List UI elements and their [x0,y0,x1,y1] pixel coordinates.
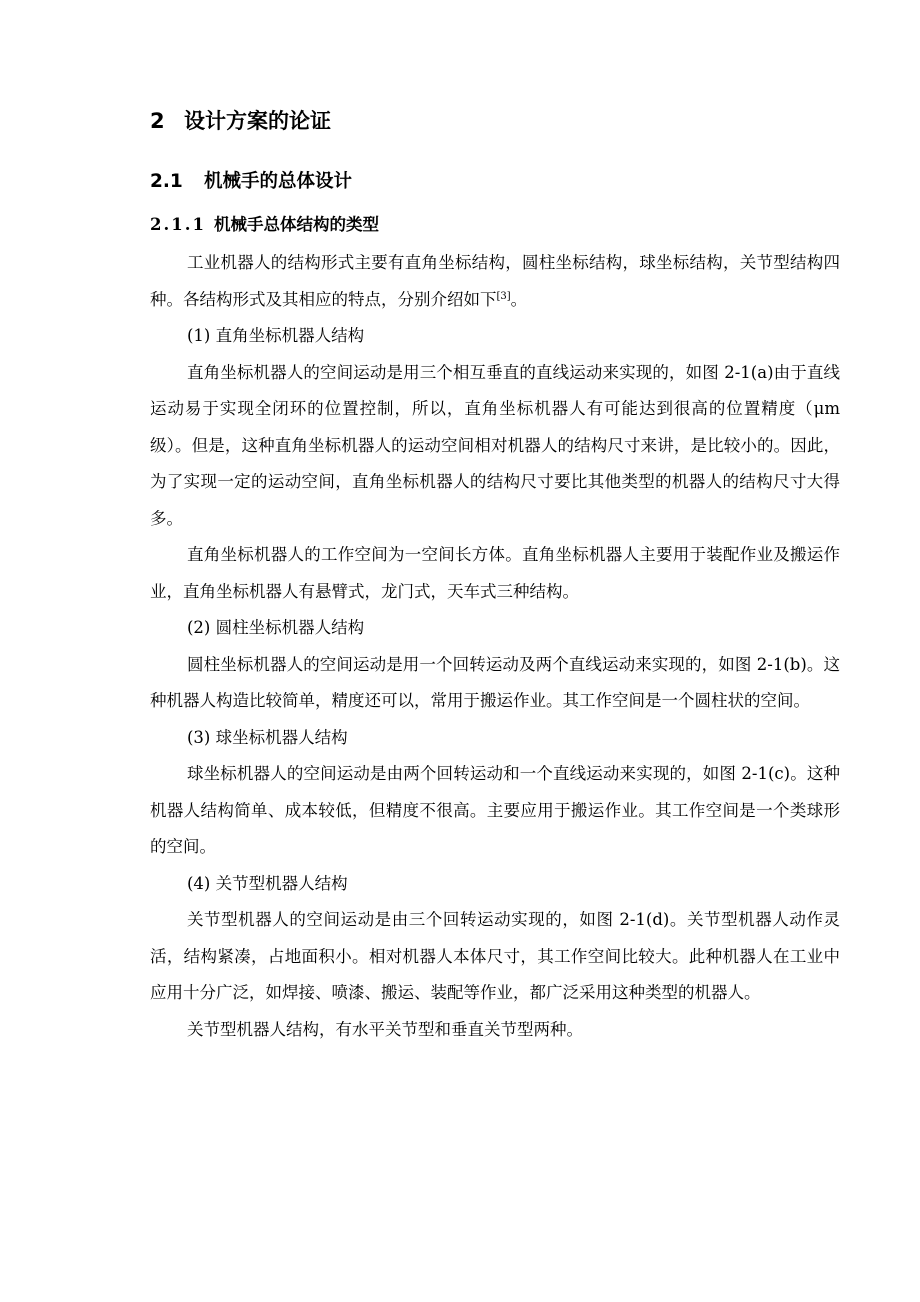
spherical-subtitle: (3) 球坐标机器人结构 [187,727,348,747]
section-title: 机械手的总体设计 [204,171,353,192]
subsection-title: 机械手总体结构的类型 [214,215,379,234]
subsection-number: 2.1.1 [150,215,206,234]
body-text [150,245,840,1048]
cartesian-paragraph-2: 直角坐标机器人的工作空间为一空间长方体。直角坐标机器人主要用于装配作业及搬运作业，直角坐标机器人有悬臂式，龙门式，天车式三种结构。 [150,545,840,601]
cylindrical-subtitle: (2) 圆柱坐标机器人结构 [187,618,365,637]
articulated-paragraph-1: 关节型机器人的空间运动是由三个回转运动实现的，如图 2-1(d)。关节型机器人动作灵活，结构紧凑，占地面积小。相对机器人本体尺寸，其工作空间比较大。此种机器人在工业中应用十分广泛，如焊接、喷漆、搬运、装配等作业，都广泛采用这种类型的机器人。 [150,910,840,1002]
cartesian-subtitle: (1) 直角坐标机器人结构 [187,326,365,345]
chapter-heading [150,104,331,138]
spherical-paragraph: 球坐标机器人的空间运动是由两个回转运动和一个直线运动来实现的，如图 2-1(c)。这种机器人结构简单、成本较低，但精度不很高。主要应用于搬运作业。其工作空间是一个类球形的空间。 [150,764,840,856]
intro-end: 。 [510,289,528,309]
cartesian-paragraph-1: 直角坐标机器人的空间运动是用三个相互垂直的直线运动来实现的，如图 2-1(a)由于直线运动易于实现全闭环的位置控制，所以，直角坐标机器人有可能达到很高的位置精度（μm级）。但是，这种直角坐标机器人的运动空间相对机器人的结构尺寸来讲，是比较小的。因此，为了实现一定的运动空间，直角坐标机器人的结构尺寸要比其他类型的机器人的结构尺寸大得多。 [150,362,840,528]
intro-paragraph [150,245,840,318]
chapter-title: 设计方案的论证 [184,109,331,133]
chapter-number: 2 [150,109,165,133]
section-number: 2.1 [150,171,183,192]
citation-ref: [3] [496,290,511,302]
articulated-subtitle: (4) 关节型机器人结构 [187,873,348,893]
articulated-paragraph-2: 关节型机器人结构，有水平关节型和垂直关节型两种。 [187,1019,583,1039]
subsection-heading [150,211,379,239]
intro-text: 工业机器人的结构形式主要有直角坐标结构，圆柱坐标结构，球坐标结构，关节型结构四种。各结构形式及其相应的特点，分别介绍如下 [150,253,840,309]
section-heading [150,167,352,197]
cylindrical-paragraph: 圆柱坐标机器人的空间运动是用一个回转运动及两个直线运动来实现的，如图 2-1(b)。这种机器人构造比较简单，精度还可以，常用于搬运作业。其工作空间是一个圆柱状的空间。 [150,654,840,710]
